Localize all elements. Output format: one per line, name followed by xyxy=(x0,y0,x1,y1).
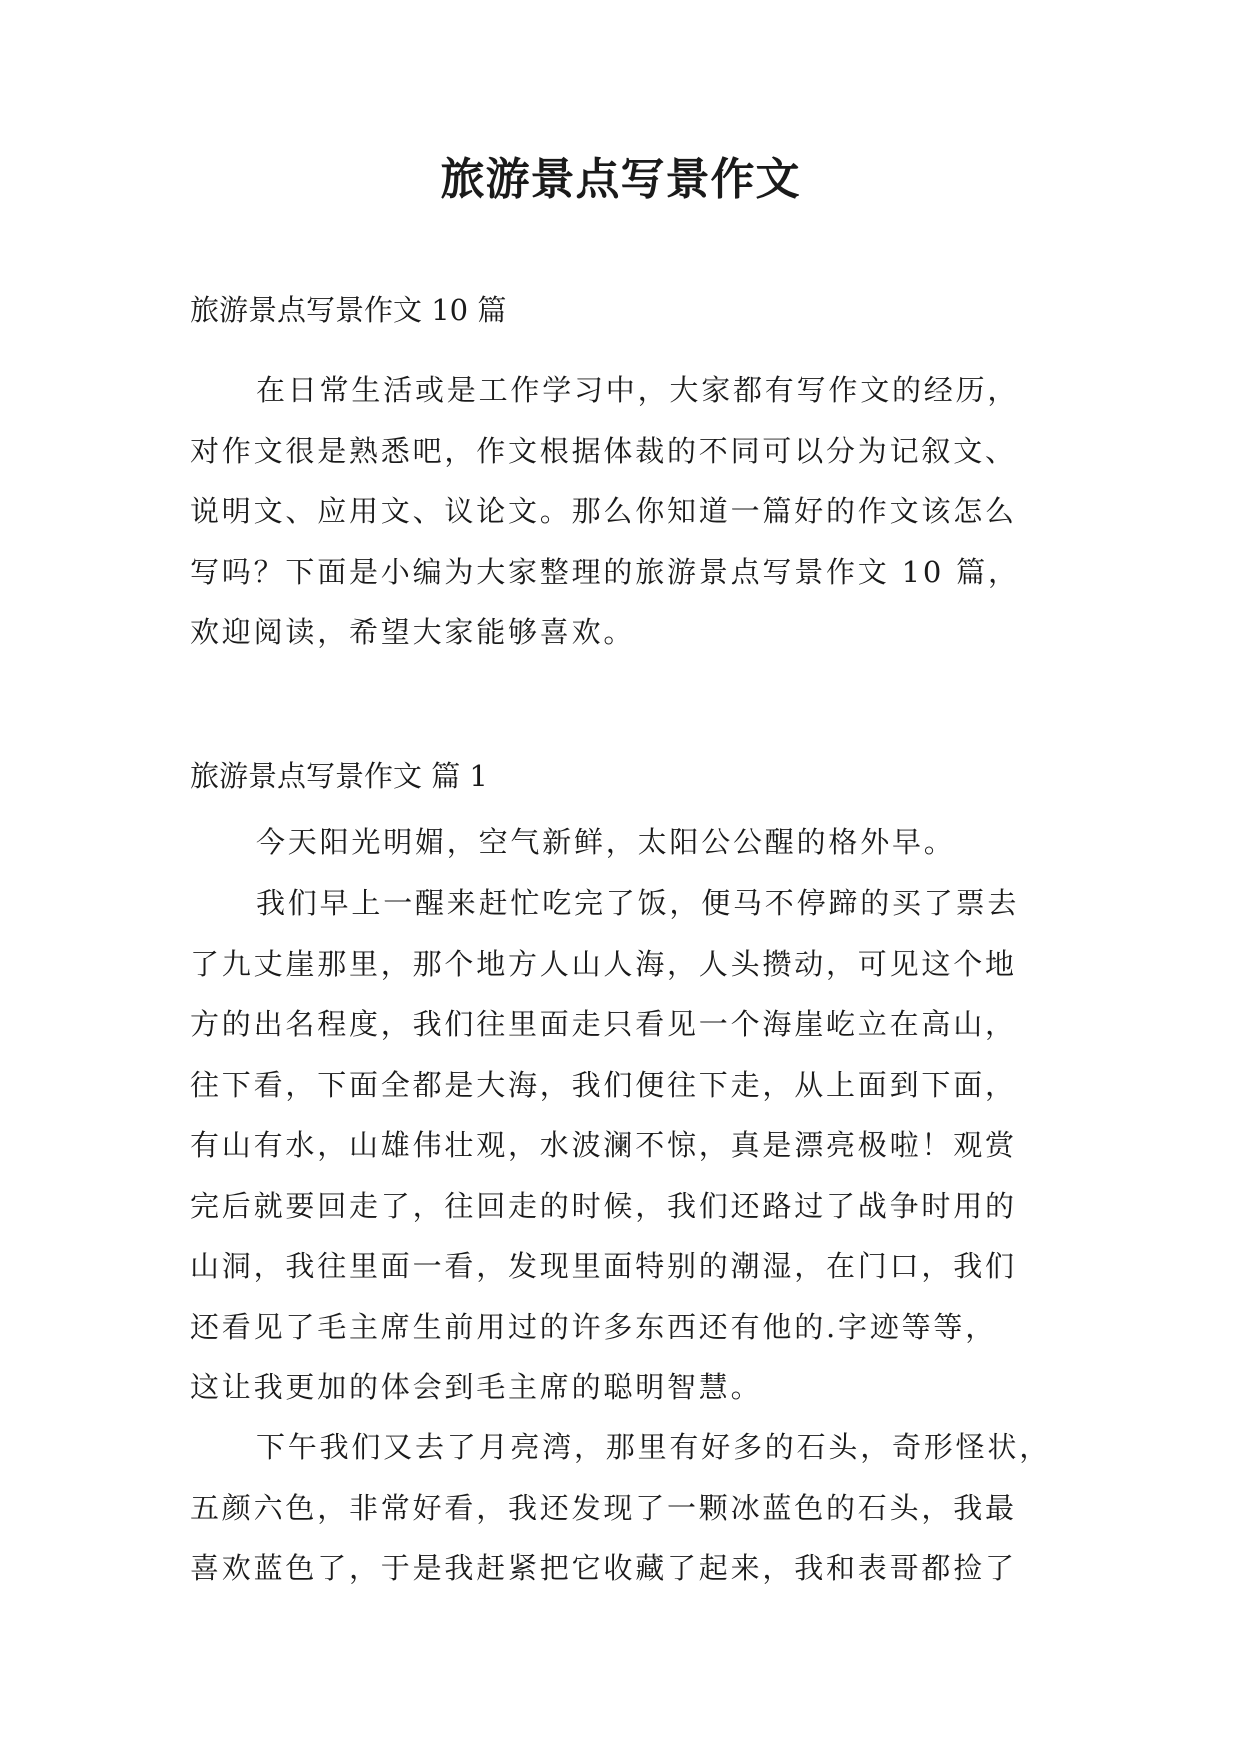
paragraph-line: 喜欢蓝色了，于是我赶紧把它收藏了起来，我和表哥都捡了 xyxy=(190,1551,1017,1585)
paragraph-line: 还看见了毛主席生前用过的许多东西还有他的.字迹等等， xyxy=(190,1309,998,1344)
paragraph-line: 我们早上一醒来赶忙吃完了饭，便马不停蹄的买了票去 xyxy=(256,886,1020,920)
paragraph-line: 山洞，我往里面一看，发现里面特别的潮湿，在门口，我们 xyxy=(190,1249,1017,1283)
paragraph-line: 今天阳光明媚，空气新鲜，太阳公公醒的格外早。 xyxy=(256,825,956,859)
paragraph-line: 有山有水，山雄伟壮观，水波澜不惊，真是漂亮极啦！观赏 xyxy=(190,1128,1017,1162)
paragraph-line: 这让我更加的体会到毛主席的聪明智慧。 xyxy=(190,1370,763,1404)
body-paragraph-3 xyxy=(190,1417,1051,1599)
body-paragraph-2 xyxy=(190,873,1019,1418)
paragraph-line: 说明文、应用文、议论文。那么你知道一篇好的作文该怎么 xyxy=(190,494,1017,528)
paragraph-line: 写吗？下面是小编为大家整理的旅游景点写景作文 10 篇， xyxy=(190,554,1020,589)
document-subtitle: 旅游景点写景作文 10 篇 xyxy=(190,293,507,327)
body-paragraph-1 xyxy=(190,812,956,873)
paragraph-line: 欢迎阅读，希望大家能够喜欢。 xyxy=(190,615,636,649)
paragraph-line: 方的出名程度，我们往里面走只看见一个海崖屹立在高山， xyxy=(190,1007,1017,1041)
paragraph-line: 在日常生活或是工作学习中，大家都有写作文的经历， xyxy=(256,373,1020,407)
document-title: 旅游景点写景作文 xyxy=(440,154,801,205)
paragraph-line: 对作文很是熟悉吧，作文根据体裁的不同可以分为记叙文、 xyxy=(190,433,1017,468)
section-heading: 旅游景点写景作文 篇 1 xyxy=(190,759,488,793)
intro-paragraph xyxy=(190,360,1020,663)
paragraph-line: 了九丈崖那里，那个地方人山人海，人头攒动，可见这个地 xyxy=(190,946,1017,981)
paragraph-line: 下午我们又去了月亮湾，那里有好多的石头，奇形怪状， xyxy=(256,1430,1052,1464)
paragraph-line: 往下看，下面全都是大海，我们便往下走，从上面到下面， xyxy=(190,1067,1017,1102)
paragraph-line: 完后就要回走了，往回走的时候，我们还路过了战争时用的 xyxy=(190,1188,1017,1223)
paragraph-line: 五颜六色，非常好看，我还发现了一颗冰蓝色的石头，我最 xyxy=(190,1490,1017,1525)
